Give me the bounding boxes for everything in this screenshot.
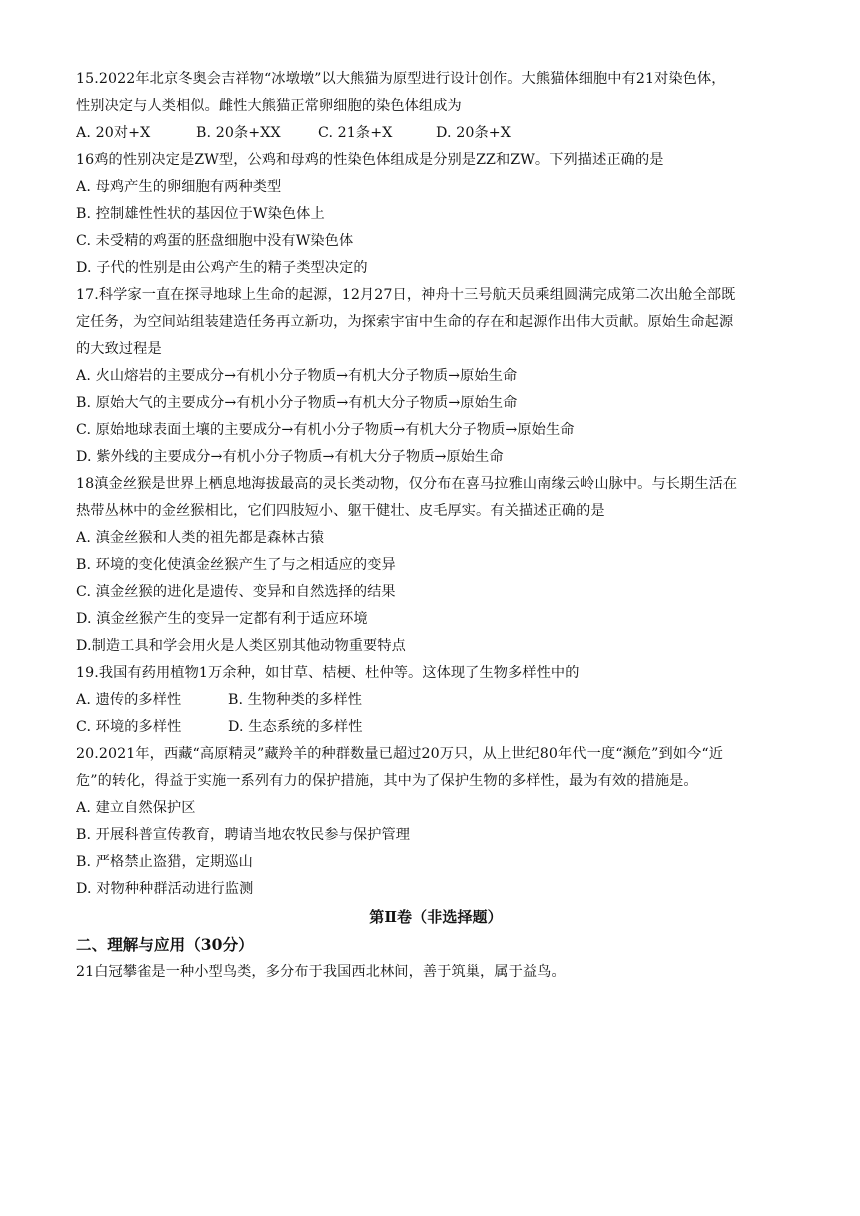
option-a: A. 遗传的多样性 <box>76 692 182 708</box>
question-20-stem-line1: 20.2021年，西藏“高原精灵”藏羚羊的种群数量已超过20万只，从上世纪80年代一度“濒危”到如今“近 <box>76 746 723 762</box>
option-d: D. 紫外线的主要成分→有机小分子物质→有机大分子物质→原始生命 <box>76 449 504 465</box>
option-c: C. 环境的多样性 <box>76 719 182 735</box>
question-17-stem-line2: 定任务，为空间站组装建造任务再立新功，为探索宇宙中生命的存在和起源作出伟大贡献。原始生命起源 <box>76 314 734 330</box>
question-15-stem-line2: 性别决定与人类相似。雌性大熊猫正常卵细胞的染色体组成为 <box>76 98 462 114</box>
option-a: A. 滇金丝猴和人类的祖先都是森林古猿 <box>76 530 325 546</box>
question-20-stem-line2: 危”的转化，得益于实施一系列有力的保护措施，其中为了保护生物的多样性，最为有效的措施是。 <box>76 773 698 789</box>
question-18-stem-line2: 热带丛林中的金丝猴相比，它们四肢短小、躯干健壮、皮毛厚实。有关描述正确的是 <box>76 503 605 519</box>
question-20 <box>76 741 796 903</box>
option-b: B. 生物种类的多样性 <box>228 692 363 708</box>
question-19-options-row2 <box>76 714 796 741</box>
option-b: B. 控制雄性性状的基因位于W染色体上 <box>76 206 325 222</box>
question-18-stem-line1: 18滇金丝猴是世界上栖息地海拔最高的灵长类动物，仅分布在喜马拉雅山南缘云岭山脉中。与长期生活在 <box>76 476 738 492</box>
question-19-stem: 19.我国有药用植物1万余种，如甘草、桔梗、杜仲等。这体现了生物多样性中的 <box>76 665 580 681</box>
question-16-stem: 16鸡的性别决定是ZW型，公鸡和母鸡的性染色体组成是分别是ZZ和ZW。下列描述正确的是 <box>76 152 664 168</box>
question-21-stem: 21白冠攀雀是一种小型鸟类，多分布于我国西北林间，善于筑巢，属于益鸟。 <box>76 964 566 980</box>
option-d: D. 对物种种群活动进行监测 <box>76 881 254 897</box>
option-c: C. 21条+X <box>318 125 393 141</box>
question-19 <box>76 660 796 741</box>
question-16 <box>76 147 796 282</box>
option-a: A. 母鸡产生的卵细胞有两种类型 <box>76 179 282 195</box>
option-b-second: B. 严格禁止盗猎，定期巡山 <box>76 854 253 870</box>
option-d-extra: D.制造工具和学会用火是人类区别其他动物重要特点 <box>76 638 406 654</box>
option-d: D. 生态系统的多样性 <box>228 719 363 735</box>
option-b: B. 原始大气的主要成分→有机小分子物质→有机大分子物质→原始生命 <box>76 395 518 411</box>
question-19-options-row1 <box>76 687 796 714</box>
option-c: C. 滇金丝猴的进化是遗传、变异和自然选择的结果 <box>76 584 396 600</box>
question-15 <box>76 66 796 147</box>
option-d: D. 滇金丝猴产生的变异一定都有利于适应环境 <box>76 611 368 627</box>
option-b: B. 20条+XX <box>196 125 281 141</box>
option-d: D. 子代的性别是由公鸡产生的精子类型决定的 <box>76 260 368 276</box>
option-d: D. 20条+X <box>436 125 511 141</box>
question-18 <box>76 471 796 660</box>
section-2-title: 二、理解与应用（30分） <box>76 935 254 954</box>
question-17-stem-line1: 17.科学家一直在探寻地球上生命的起源，12月27日，神舟十三号航天员乘组圆满完成第二次出舱全部既 <box>76 287 736 303</box>
option-a: A. 20对+X <box>76 125 151 141</box>
option-b: B. 开展科普宣传教育，聘请当地农牧民参与保护管理 <box>76 827 411 843</box>
option-c: C. 原始地球表面土壤的主要成分→有机小分子物质→有机大分子物质→原始生命 <box>76 422 575 438</box>
question-15-stem-line1: 15.2022年北京冬奥会吉祥物“冰墩墩”以大熊猫为原型进行设计创作。大熊猫体细胞中有21对染色体， <box>76 71 726 87</box>
option-c: C. 未受精的鸡蛋的胚盘细胞中没有W染色体 <box>76 233 354 249</box>
option-b: B. 环境的变化使滇金丝猴产生了与之相适应的变异 <box>76 557 396 573</box>
question-17-stem-line3: 的大致过程是 <box>76 341 162 357</box>
option-a: A. 火山熔岩的主要成分→有机小分子物质→有机大分子物质→原始生命 <box>76 368 518 384</box>
exam-page <box>76 66 796 986</box>
option-a: A. 建立自然保护区 <box>76 800 196 816</box>
question-17 <box>76 282 796 471</box>
question-15-options <box>76 120 796 147</box>
part-2-title: 第Ⅱ卷（非选择题） <box>369 908 503 926</box>
